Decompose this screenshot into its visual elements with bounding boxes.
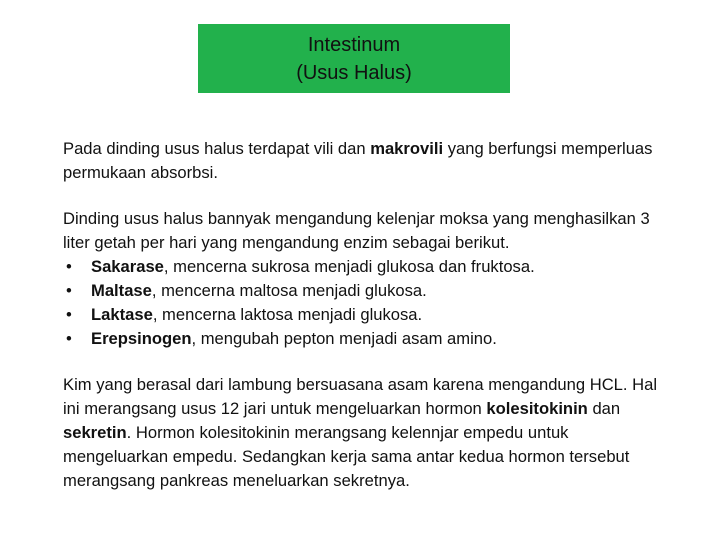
title-line-2: (Usus Halus) — [296, 61, 412, 84]
paragraph-hormones-text-1: Kim yang berasal dari lambung bersuasana asam karena mengandung HCL. Hal ini merangsang usus 12 jari untuk mengeluarkan hormon — [63, 375, 658, 418]
paragraph-hormones-text-2: dan — [587, 399, 621, 418]
title-line-1: Intestinum — [307, 33, 401, 56]
paragraph-vili-text-2: yang berfungsi memperluas permukaan absorbsi. — [63, 139, 653, 182]
title-box — [198, 24, 510, 93]
paragraph-vili — [63, 137, 673, 185]
enzyme-term: Laktase — [91, 305, 153, 324]
enzymes-intro: Dinding usus halus bannyak mengandung kelenjar moksa yang menghasilkan 3 liter getah per hari yang mengandung enzim sebagai berikut. — [63, 209, 650, 252]
enzyme-term: Maltase — [91, 281, 152, 300]
enzyme-item — [63, 279, 673, 303]
bullet-icon: • — [66, 281, 72, 300]
paragraph-enzymes — [63, 207, 673, 351]
enzyme-item — [63, 255, 673, 279]
paragraph-hormones — [63, 373, 673, 493]
enzyme-item — [63, 327, 673, 351]
enzyme-list — [63, 255, 673, 351]
enzyme-term: Erepsinogen — [91, 329, 192, 348]
enzyme-term: Sakarase — [91, 257, 164, 276]
bullet-icon: • — [66, 257, 72, 276]
paragraph-hormones-text-3: . Hormon kolesitokinin merangsang kelennjar empedu untuk mengeluarkan empedu. Sedangkan kerja sama antar kedua hormon tersebut merangsang pankreas meneluarkan sekretnya. — [63, 423, 630, 490]
bullet-icon: • — [66, 305, 72, 324]
term-kolesitokinin: kolesitokinin — [486, 399, 588, 418]
enzyme-item — [63, 303, 673, 327]
term-sekretin: sekretin — [63, 423, 127, 442]
bullet-icon: • — [66, 329, 72, 348]
term-makrovili: makrovili — [370, 139, 444, 158]
enzyme-desc: , mencerna sukrosa menjadi glukosa dan fruktosa. — [163, 257, 535, 276]
content — [63, 137, 673, 515]
enzyme-desc: , mencerna laktosa menjadi glukosa. — [152, 305, 423, 324]
enzyme-desc: , mengubah pepton menjadi asam amino. — [191, 329, 497, 348]
paragraph-vili-text-1: Pada dinding usus halus terdapat vili dan — [63, 139, 371, 158]
enzyme-desc: , mencerna maltosa menjadi glukosa. — [151, 281, 427, 300]
